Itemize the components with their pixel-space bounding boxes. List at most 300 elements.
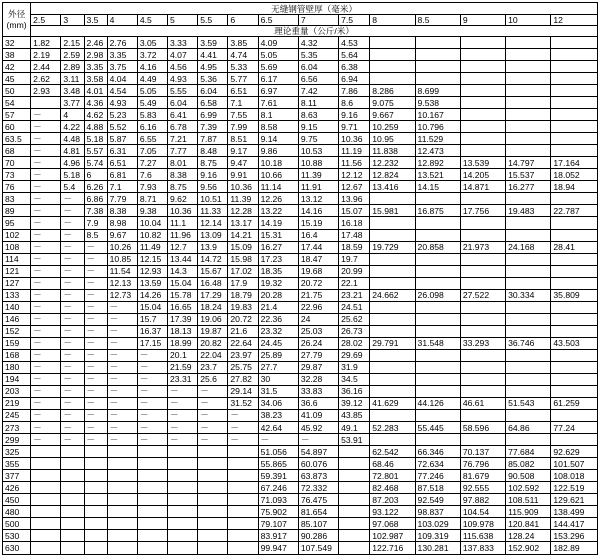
weight-cell bbox=[107, 542, 137, 555]
weight-cell: 9.075 bbox=[370, 97, 415, 109]
weight-cell: 21.4 bbox=[258, 301, 298, 313]
weight-cell bbox=[506, 434, 551, 446]
weight-cell bbox=[460, 361, 505, 373]
weight-cell bbox=[228, 458, 258, 470]
weight-cell: 5.05 bbox=[137, 85, 167, 97]
weight-cell bbox=[415, 385, 460, 397]
weight-cell: 11.39 bbox=[228, 193, 258, 205]
weight-cell: 108.018 bbox=[551, 470, 598, 482]
weight-cell bbox=[137, 530, 167, 542]
weight-cell: 3.85 bbox=[228, 37, 258, 49]
weight-cell bbox=[107, 494, 137, 506]
weight-cell: 15.04 bbox=[137, 301, 167, 313]
outer-diameter-cell: 70 bbox=[3, 157, 31, 169]
weight-cell bbox=[370, 49, 415, 61]
weight-cell: 16.65 bbox=[168, 301, 198, 313]
weight-cell bbox=[168, 458, 198, 470]
weight-cell: 8.71 bbox=[137, 193, 167, 205]
weight-cell: 36.16 bbox=[339, 385, 370, 397]
weight-cell: － bbox=[168, 397, 198, 409]
weight-cell: 109.319 bbox=[415, 530, 460, 542]
weight-cell: 36.6 bbox=[298, 397, 338, 409]
weight-cell: 21.75 bbox=[298, 289, 338, 301]
weight-cell bbox=[137, 482, 167, 494]
weight-cell: 3.33 bbox=[168, 37, 198, 49]
weight-cell: － bbox=[61, 253, 84, 265]
weight-cell: 115.638 bbox=[460, 530, 505, 542]
weight-cell: 19.87 bbox=[198, 325, 228, 337]
weight-cell: 34.06 bbox=[258, 397, 298, 409]
weight-cell: 29.87 bbox=[298, 361, 338, 373]
table-row bbox=[3, 217, 598, 229]
weight-cell bbox=[137, 470, 167, 482]
weight-cell: 10.36 bbox=[168, 205, 198, 217]
weight-cell: － bbox=[168, 434, 198, 446]
weight-cell: 144.417 bbox=[551, 518, 598, 530]
weight-cell: 54.897 bbox=[298, 446, 338, 458]
table-row bbox=[3, 73, 598, 85]
weight-cell bbox=[506, 265, 551, 277]
weight-cell: 5.4 bbox=[61, 181, 84, 193]
weight-cell: 12.14 bbox=[198, 217, 228, 229]
weight-cell bbox=[551, 385, 598, 397]
weight-cell: 6.31 bbox=[107, 145, 137, 157]
weight-cell: 29.14 bbox=[228, 385, 258, 397]
weight-cell bbox=[61, 530, 84, 542]
weight-cell bbox=[370, 385, 415, 397]
weight-cell bbox=[506, 85, 551, 97]
weight-cell: 19.32 bbox=[258, 277, 298, 289]
weight-cell bbox=[168, 470, 198, 482]
weight-cell bbox=[551, 229, 598, 241]
weight-cell bbox=[506, 49, 551, 61]
weight-cell: 8.75 bbox=[168, 181, 198, 193]
weight-cell: 11.19 bbox=[339, 145, 370, 157]
weight-cell: 27.7 bbox=[258, 361, 298, 373]
weight-cell: － bbox=[107, 337, 137, 349]
weight-cell: 14.72 bbox=[198, 253, 228, 265]
weight-cell bbox=[506, 97, 551, 109]
weight-cell bbox=[107, 518, 137, 530]
table-row bbox=[3, 181, 598, 193]
weight-cell: 27.79 bbox=[298, 349, 338, 361]
weight-cell bbox=[370, 373, 415, 385]
weight-cell bbox=[339, 482, 370, 494]
weight-cell bbox=[506, 73, 551, 85]
weight-cell bbox=[31, 518, 61, 530]
weight-cell: 101.507 bbox=[551, 458, 598, 470]
weight-cell: 27.82 bbox=[228, 373, 258, 385]
table-row bbox=[3, 385, 598, 397]
thickness-header-cell: 6.5 bbox=[258, 15, 298, 26]
weight-cell: 9.71 bbox=[339, 121, 370, 133]
weight-cell: 5.52 bbox=[107, 121, 137, 133]
weight-cell: 5.77 bbox=[228, 73, 258, 85]
weight-cell: － bbox=[107, 325, 137, 337]
weight-cell: － bbox=[107, 301, 137, 313]
weight-cell: 35.809 bbox=[551, 289, 598, 301]
steel-pipe-weight-table bbox=[2, 2, 598, 555]
weight-cell: 23.97 bbox=[228, 349, 258, 361]
weight-cell: 12.473 bbox=[415, 145, 460, 157]
thickness-header-cell: 4 bbox=[107, 15, 137, 26]
outer-diameter-cell: 60 bbox=[3, 121, 31, 133]
weight-cell bbox=[228, 482, 258, 494]
weight-cell: 3.35 bbox=[84, 61, 107, 73]
weight-cell: 7.61 bbox=[258, 97, 298, 109]
outer-diameter-cell: 63.5 bbox=[3, 133, 31, 145]
thickness-header-cell: 3.5 bbox=[84, 15, 107, 26]
outer-diameter-cell: 57 bbox=[3, 109, 31, 121]
table-row bbox=[3, 361, 598, 373]
weight-cell bbox=[460, 37, 505, 49]
weight-cell bbox=[506, 229, 551, 241]
thickness-header-cell: 12 bbox=[551, 15, 598, 26]
weight-cell: 22.64 bbox=[228, 337, 258, 349]
weight-cell: 10.259 bbox=[370, 121, 415, 133]
weight-cell bbox=[460, 277, 505, 289]
weight-cell bbox=[370, 37, 415, 49]
weight-cell: － bbox=[31, 325, 61, 337]
weight-cell bbox=[107, 506, 137, 518]
weight-cell: 31.548 bbox=[415, 337, 460, 349]
weight-cell bbox=[168, 530, 198, 542]
weight-cell bbox=[460, 409, 505, 421]
weight-cell: 4.54 bbox=[107, 85, 137, 97]
weight-cell: 90.508 bbox=[506, 470, 551, 482]
weight-cell bbox=[460, 109, 505, 121]
outer-diameter-cell: 377 bbox=[3, 470, 31, 482]
weight-cell bbox=[339, 518, 370, 530]
table-row bbox=[3, 109, 598, 121]
weight-cell: 23.32 bbox=[258, 325, 298, 337]
weight-cell: 109.978 bbox=[460, 518, 505, 530]
table-row bbox=[3, 205, 598, 217]
weight-cell: 18.99 bbox=[168, 337, 198, 349]
weight-cell: － bbox=[31, 337, 61, 349]
table-row bbox=[3, 241, 598, 253]
weight-cell: － bbox=[31, 289, 61, 301]
weight-cell: 3.48 bbox=[61, 85, 84, 97]
weight-cell: － bbox=[84, 277, 107, 289]
weight-cell bbox=[370, 193, 415, 205]
weight-cell bbox=[228, 542, 258, 555]
outer-diameter-cell: 325 bbox=[3, 446, 31, 458]
weight-cell bbox=[84, 518, 107, 530]
weight-cell: － bbox=[31, 241, 61, 253]
weight-cell: － bbox=[107, 385, 137, 397]
weight-cell: 15.19 bbox=[298, 217, 338, 229]
weight-cell: 75.902 bbox=[258, 506, 298, 518]
weight-cell: － bbox=[31, 301, 61, 313]
weight-cell: － bbox=[198, 385, 228, 397]
weight-cell: 104.54 bbox=[460, 506, 505, 518]
weight-cell: － bbox=[198, 397, 228, 409]
weight-cell: 11.56 bbox=[339, 157, 370, 169]
weight-cell: 25.62 bbox=[339, 313, 370, 325]
weight-cell: 4.32 bbox=[298, 37, 338, 49]
table-row bbox=[3, 37, 598, 49]
weight-cell bbox=[370, 73, 415, 85]
weight-cell: 30 bbox=[258, 373, 298, 385]
weight-cell bbox=[168, 506, 198, 518]
wall-thickness-title: 无缝钢管壁厚（毫米） bbox=[31, 3, 598, 15]
table-row bbox=[3, 49, 598, 61]
weight-cell: 2.98 bbox=[84, 49, 107, 61]
weight-cell: 4.49 bbox=[137, 73, 167, 85]
weight-cell: 6.58 bbox=[198, 97, 228, 109]
weight-cell: 68.46 bbox=[370, 458, 415, 470]
weight-cell bbox=[506, 133, 551, 145]
table-row bbox=[3, 157, 598, 169]
weight-cell: 16.48 bbox=[198, 277, 228, 289]
weight-cell: 5.33 bbox=[228, 61, 258, 73]
weight-cell bbox=[339, 542, 370, 555]
weight-cell: － bbox=[61, 434, 84, 446]
weight-cell bbox=[551, 277, 598, 289]
outer-diameter-cell: 146 bbox=[3, 313, 31, 325]
weight-cell: 16.37 bbox=[137, 325, 167, 337]
weight-cell bbox=[168, 542, 198, 555]
weight-cell: 24.51 bbox=[339, 301, 370, 313]
weight-cell: 7.55 bbox=[228, 109, 258, 121]
weight-cell: 77.246 bbox=[415, 470, 460, 482]
weight-cell bbox=[84, 530, 107, 542]
outer-diameter-cell: 108 bbox=[3, 241, 31, 253]
weight-cell: 20.1 bbox=[168, 349, 198, 361]
weight-cell: 6.97 bbox=[258, 85, 298, 97]
weight-cell: 14.26 bbox=[137, 289, 167, 301]
weight-cell: 63.873 bbox=[298, 470, 338, 482]
weight-cell bbox=[415, 193, 460, 205]
weight-cell: 2.19 bbox=[31, 49, 61, 61]
table-row bbox=[3, 277, 598, 289]
weight-cell bbox=[168, 446, 198, 458]
weight-cell: 6.56 bbox=[298, 73, 338, 85]
weight-cell bbox=[415, 49, 460, 61]
thickness-header-cell: 8 bbox=[370, 15, 415, 26]
weight-cell bbox=[551, 373, 598, 385]
weight-cell: 19.68 bbox=[298, 265, 338, 277]
weight-cell: 6.55 bbox=[137, 133, 167, 145]
outer-diameter-cell: 168 bbox=[3, 349, 31, 361]
weight-cell: 13.9 bbox=[198, 241, 228, 253]
weight-cell bbox=[228, 494, 258, 506]
weight-cell: 8.63 bbox=[298, 109, 338, 121]
weight-cell: 8.01 bbox=[168, 157, 198, 169]
weight-cell: 21.59 bbox=[168, 361, 198, 373]
table-row bbox=[3, 253, 598, 265]
weight-cell: 28.41 bbox=[551, 241, 598, 253]
weight-cell: 7.77 bbox=[168, 145, 198, 157]
weight-cell bbox=[551, 73, 598, 85]
outer-diameter-cell: 127 bbox=[3, 277, 31, 289]
weight-cell: 17.9 bbox=[228, 277, 258, 289]
weight-cell: 6.16 bbox=[137, 121, 167, 133]
weight-cell bbox=[415, 217, 460, 229]
weight-cell: 24 bbox=[298, 313, 338, 325]
weight-cell: 19.483 bbox=[506, 205, 551, 217]
weight-cell: 44.126 bbox=[415, 397, 460, 409]
weight-cell bbox=[506, 193, 551, 205]
weight-cell: 7.42 bbox=[298, 85, 338, 97]
weight-cell: 17.23 bbox=[258, 253, 298, 265]
outer-diameter-cell: 219 bbox=[3, 397, 31, 409]
weight-cell bbox=[107, 446, 137, 458]
weight-cell bbox=[460, 193, 505, 205]
weight-cell: 4.41 bbox=[198, 49, 228, 61]
weight-cell: 13.59 bbox=[137, 277, 167, 289]
weight-cell: 7.21 bbox=[168, 133, 198, 145]
weight-cell: 58.596 bbox=[460, 422, 505, 434]
weight-cell: 13.17 bbox=[228, 217, 258, 229]
outer-diameter-cell: 180 bbox=[3, 361, 31, 373]
weight-cell: 2.44 bbox=[31, 61, 61, 73]
weight-cell: 137.833 bbox=[460, 542, 505, 555]
weight-cell: 25.75 bbox=[228, 361, 258, 373]
weight-cell: 46.61 bbox=[460, 397, 505, 409]
weight-cell: 22.96 bbox=[298, 301, 338, 313]
weight-cell: 18.052 bbox=[551, 169, 598, 181]
weight-cell: 8.38 bbox=[107, 205, 137, 217]
weight-cell: 12.28 bbox=[228, 205, 258, 217]
weight-cell bbox=[506, 409, 551, 421]
weight-cell: 17.29 bbox=[198, 289, 228, 301]
weight-cell: 41.09 bbox=[298, 409, 338, 421]
weight-cell: 11.91 bbox=[298, 181, 338, 193]
weight-cell bbox=[137, 458, 167, 470]
weight-cell bbox=[31, 97, 61, 109]
table-row bbox=[3, 458, 598, 470]
weight-cell: 92.549 bbox=[415, 494, 460, 506]
outer-diameter-cell: 42 bbox=[3, 61, 31, 73]
weight-cell: 14.15 bbox=[415, 181, 460, 193]
table-row bbox=[3, 422, 598, 434]
weight-cell: － bbox=[107, 349, 137, 361]
weight-cell bbox=[107, 470, 137, 482]
weight-cell: 12.12 bbox=[339, 169, 370, 181]
outer-diameter-cell: 32 bbox=[3, 37, 31, 49]
weight-cell: 6.38 bbox=[339, 61, 370, 73]
weight-cell: 7.39 bbox=[198, 121, 228, 133]
weight-cell: － bbox=[107, 313, 137, 325]
weight-cell: 8.98 bbox=[107, 217, 137, 229]
weight-cell: 11.14 bbox=[258, 181, 298, 193]
weight-cell bbox=[107, 458, 137, 470]
table-row bbox=[3, 506, 598, 518]
weight-cell: － bbox=[61, 361, 84, 373]
weight-cell: 1.82 bbox=[31, 37, 61, 49]
weight-cell bbox=[31, 458, 61, 470]
weight-cell bbox=[198, 446, 228, 458]
weight-cell: 8.75 bbox=[198, 157, 228, 169]
outer-diameter-cell: 355 bbox=[3, 458, 31, 470]
weight-cell bbox=[228, 506, 258, 518]
weight-cell: 17.02 bbox=[228, 265, 258, 277]
weight-cell: 33.293 bbox=[460, 337, 505, 349]
weight-cell: 81.679 bbox=[460, 470, 505, 482]
weight-cell bbox=[198, 458, 228, 470]
weight-cell bbox=[84, 470, 107, 482]
outer-diameter-cell: 203 bbox=[3, 385, 31, 397]
weight-cell bbox=[31, 506, 61, 518]
weight-cell: － bbox=[168, 409, 198, 421]
weight-cell bbox=[460, 373, 505, 385]
weight-cell: 12.26 bbox=[258, 193, 298, 205]
weight-cell bbox=[61, 458, 84, 470]
weight-cell: 10.167 bbox=[415, 109, 460, 121]
table-row bbox=[3, 397, 598, 409]
weight-cell bbox=[506, 37, 551, 49]
weight-cell: 6.99 bbox=[198, 109, 228, 121]
weight-cell: 25.6 bbox=[198, 373, 228, 385]
weight-cell bbox=[339, 494, 370, 506]
weight-cell: － bbox=[107, 397, 137, 409]
weight-cell: 21.973 bbox=[460, 241, 505, 253]
weight-cell: 9.47 bbox=[228, 157, 258, 169]
weight-cell: － bbox=[31, 434, 61, 446]
weight-cell: － bbox=[168, 385, 198, 397]
weight-cell: 2.89 bbox=[61, 61, 84, 73]
weight-cell: 8.58 bbox=[258, 121, 298, 133]
weight-cell: 5.55 bbox=[168, 85, 198, 97]
weight-cell bbox=[506, 373, 551, 385]
weight-cell: 152.902 bbox=[506, 542, 551, 555]
weight-cell: 6.04 bbox=[298, 61, 338, 73]
weight-cell: 8.286 bbox=[370, 85, 415, 97]
weight-cell: 19.729 bbox=[370, 241, 415, 253]
weight-cell: 23.31 bbox=[168, 373, 198, 385]
table-row bbox=[3, 542, 598, 555]
weight-cell bbox=[370, 349, 415, 361]
weight-cell: 8.51 bbox=[228, 133, 258, 145]
weight-cell bbox=[370, 277, 415, 289]
weight-cell: 20.99 bbox=[339, 265, 370, 277]
weight-cell: 13.09 bbox=[198, 229, 228, 241]
weight-cell bbox=[84, 506, 107, 518]
weight-cell bbox=[370, 313, 415, 325]
weight-cell bbox=[506, 361, 551, 373]
weight-cell: 25.89 bbox=[258, 349, 298, 361]
weight-cell bbox=[551, 61, 598, 73]
weight-cell: 4.95 bbox=[198, 61, 228, 73]
weight-cell: 4.93 bbox=[107, 97, 137, 109]
weight-cell: 12.892 bbox=[415, 157, 460, 169]
weight-cell: － bbox=[107, 434, 137, 446]
weight-cell: 18.47 bbox=[298, 253, 338, 265]
weight-cell: 6.17 bbox=[258, 73, 298, 85]
weight-cell: － bbox=[84, 253, 107, 265]
table-row bbox=[3, 337, 598, 349]
weight-cell bbox=[84, 446, 107, 458]
weight-cell: 5.23 bbox=[107, 109, 137, 121]
weight-cell bbox=[506, 301, 551, 313]
weight-cell: 7.27 bbox=[137, 157, 167, 169]
weight-cell: 14.19 bbox=[258, 217, 298, 229]
thickness-header-cell: 3 bbox=[61, 15, 84, 26]
outer-diameter-cell: 102 bbox=[3, 229, 31, 241]
outer-diameter-header: 外径 (mm) bbox=[3, 3, 31, 37]
weight-cell: 12.232 bbox=[370, 157, 415, 169]
weight-cell: － bbox=[61, 313, 84, 325]
outer-diameter-cell: 83 bbox=[3, 193, 31, 205]
weight-cell: － bbox=[61, 409, 84, 421]
weight-cell: 5.87 bbox=[107, 133, 137, 145]
weight-cell bbox=[61, 518, 84, 530]
weight-cell: 12.93 bbox=[137, 265, 167, 277]
weight-cell bbox=[551, 85, 598, 97]
weight-cell: 6.86 bbox=[84, 193, 107, 205]
